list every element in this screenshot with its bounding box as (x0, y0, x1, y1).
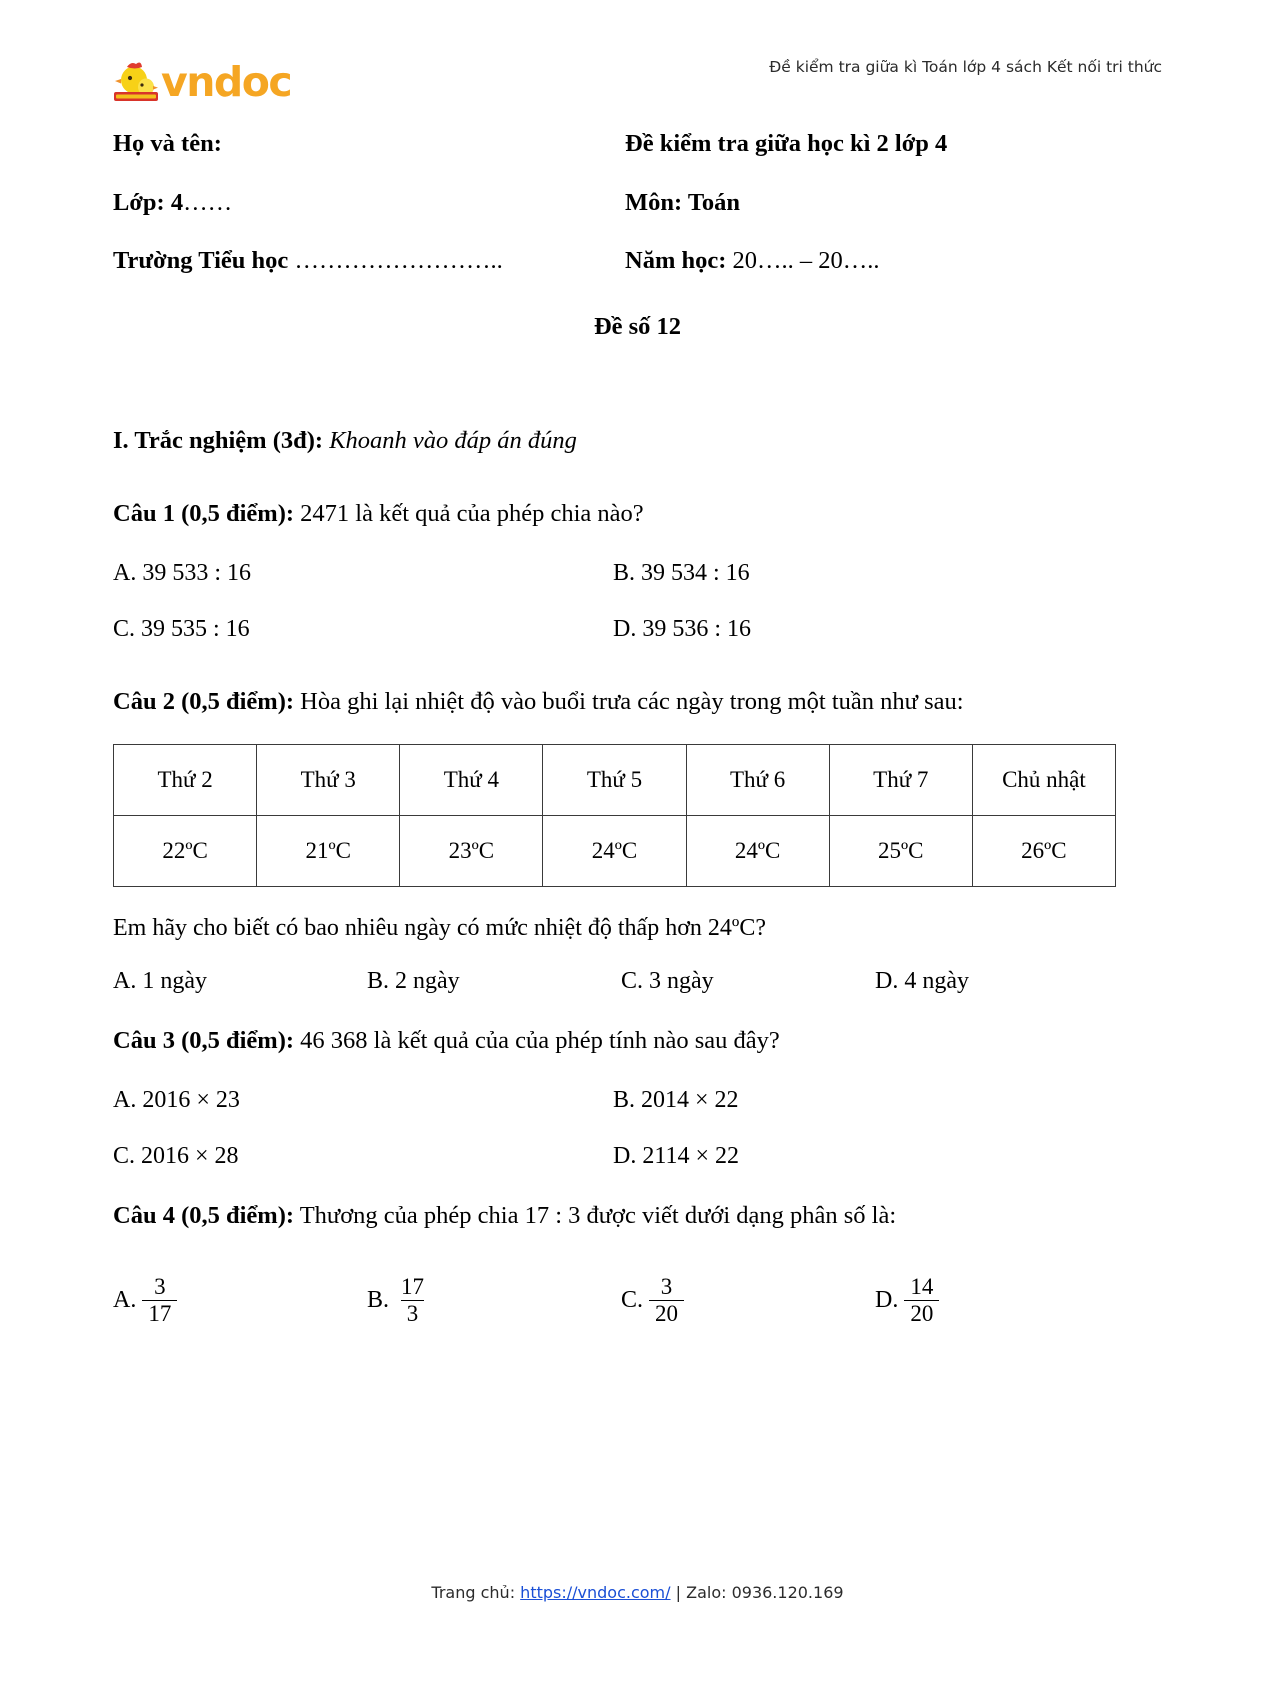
question-3-option-b[interactable]: B. 2014 × 22 (613, 1087, 739, 1114)
question-2-number: Câu 2 (0,5 điểm): (113, 687, 295, 715)
table-cell-temperature: 24ºC (543, 816, 686, 887)
question-3-options-row-2 (113, 1143, 1162, 1170)
fraction-a (142, 1274, 177, 1327)
document-header-title: Đề kiểm tra giữa kì Toán lớp 4 sách Kết nối tri thức (769, 58, 1162, 76)
class-label: Lớp: 4 (113, 188, 184, 216)
question-1-text: 2471 là kết quả của phép chia nào? (300, 499, 644, 527)
subject-label: Môn: Toán (625, 188, 741, 216)
question-4 (113, 1199, 1162, 1232)
school-year-field (625, 246, 1162, 277)
table-cell-temperature: 24ºC (686, 816, 829, 887)
class-dots: …… (183, 188, 233, 216)
table-cell-temperature: 21ºC (257, 816, 400, 887)
question-1-options-row-2 (113, 616, 1162, 643)
fraction-b (395, 1274, 430, 1327)
table-cell-temperature: 23ºC (400, 816, 543, 887)
question-2-option-a[interactable]: A. 1 ngày (113, 968, 207, 994)
question-4-number: Câu 4 (0,5 điểm): (113, 1202, 295, 1230)
school-year-label: Năm học: (625, 247, 727, 275)
info-row-name (113, 129, 1162, 160)
table-cell-temperature: 22ºC (114, 816, 257, 887)
question-2-option-d[interactable]: D. 4 ngày (875, 968, 969, 994)
question-2-options-row (113, 968, 1162, 995)
question-1-option-b[interactable]: B. 39 534 : 16 (613, 559, 750, 586)
chick-mascot-icon (113, 60, 159, 104)
question-4-option-a-label: A. (113, 1286, 137, 1313)
section-heading-instruction: Khoanh vào đáp án đúng (329, 426, 577, 454)
question-1-number: Câu 1 (0,5 điểm): (113, 499, 295, 527)
question-3-option-d[interactable]: D. 2114 × 22 (613, 1143, 739, 1170)
question-2-sub-question: Em hãy cho biết có bao nhiêu ngày có mức nhiệt độ thấp hơn 24ºC? (113, 915, 766, 941)
class-field (113, 188, 625, 219)
table-cell-temperature: 25ºC (829, 816, 972, 887)
fraction-d (904, 1274, 939, 1327)
question-1-option-a[interactable]: A. 39 533 : 16 (113, 559, 251, 586)
question-4-option-d[interactable] (875, 1274, 1129, 1327)
question-3-options (113, 1087, 1162, 1170)
question-4-option-b[interactable] (367, 1274, 621, 1327)
question-2 (113, 685, 1162, 718)
question-4-option-c-label: C. (621, 1286, 644, 1313)
question-2-text: Hòa ghi lại nhiệt độ vào buổi trưa các ngày trong một tuần như sau: (300, 687, 964, 715)
fraction-a-numerator: 3 (154, 1274, 166, 1300)
fraction-c-numerator: 3 (660, 1274, 673, 1300)
exam-title: Đề kiểm tra giữa học kì 2 lớp 4 (625, 130, 948, 157)
question-3-number: Câu 3 (0,5 điểm): (113, 1027, 295, 1054)
fraction-c (649, 1274, 684, 1327)
table-row-days (114, 745, 1116, 816)
fraction-c-denominator: 20 (649, 1300, 684, 1327)
school-year-value: 20….. – 20….. (732, 247, 880, 275)
table-cell-day: Thứ 4 (400, 745, 543, 816)
question-3-option-c[interactable]: C. 2016 × 28 (113, 1143, 239, 1170)
question-2-option-c[interactable]: C. 3 ngày (621, 968, 714, 994)
question-2-options (113, 968, 1162, 995)
question-1-option-d[interactable]: D. 39 536 : 16 (613, 615, 751, 642)
section-heading-multiple-choice (113, 427, 1162, 455)
page-footer (0, 1583, 1275, 1602)
school-field (113, 246, 625, 277)
question-1-options (113, 560, 1162, 643)
school-dots: …………………….. (294, 247, 503, 275)
student-name-label: Họ và tên: (113, 130, 222, 157)
footer-home-label: Trang chủ: (431, 1583, 516, 1602)
info-row-class (113, 188, 1162, 219)
footer-zalo: Zalo: 0936.120.169 (686, 1583, 844, 1602)
fraction-d-denominator: 20 (904, 1300, 939, 1327)
question-4-options (113, 1274, 1162, 1327)
table-cell-day: Thứ 5 (543, 745, 686, 816)
footer-separator: | (675, 1583, 682, 1602)
logo-wordmark: vndoc (161, 57, 292, 106)
table-cell-day: Chủ nhật (972, 745, 1115, 816)
table-cell-day: Thứ 7 (829, 745, 972, 816)
exam-page (0, 48, 1275, 1698)
info-row-school (113, 246, 1162, 277)
temperature-table (113, 744, 1116, 887)
vndoc-logo (113, 58, 291, 106)
section-heading-bold: I. Trắc nghiệm (3đ): (113, 426, 324, 454)
table-cell-day: Thứ 6 (686, 745, 829, 816)
page-header (113, 48, 1162, 123)
question-4-option-a[interactable] (113, 1274, 367, 1327)
question-1 (113, 497, 1162, 530)
question-1-option-c[interactable]: C. 39 535 : 16 (113, 615, 250, 642)
question-3 (113, 1024, 1162, 1057)
fraction-a-denominator: 17 (142, 1300, 177, 1327)
fraction-b-denominator: 3 (401, 1300, 425, 1327)
question-3-option-a[interactable]: A. 2016 × 23 (113, 1087, 240, 1114)
question-3-options-row-1 (113, 1087, 1162, 1114)
fraction-b-numerator: 17 (401, 1274, 425, 1300)
question-4-option-d-label: D. (875, 1286, 899, 1313)
school-label: Trường Tiểu học (113, 247, 289, 275)
question-4-option-b-label: B. (367, 1286, 390, 1313)
question-4-text: Thương của phép chia 17 : 3 được viết dưới dạng phân số là: (299, 1202, 897, 1230)
fraction-d-numerator: 14 (910, 1274, 934, 1300)
footer-website-link[interactable]: https://vndoc.com/ (520, 1583, 671, 1602)
question-1-options-row-1 (113, 560, 1162, 587)
table-cell-temperature: 26ºC (972, 816, 1115, 887)
question-2-option-b[interactable]: B. 2 ngày (367, 968, 460, 994)
question-3-text: 46 368 là kết quả của của phép tính nào sau đây? (300, 1027, 780, 1054)
exam-info-block (113, 129, 1162, 277)
table-cell-day: Thứ 2 (114, 745, 257, 816)
table-row-temperatures (114, 816, 1116, 887)
exam-number: Đề số 12 (593, 312, 682, 340)
table-cell-day: Thứ 3 (257, 745, 400, 816)
question-4-option-c[interactable] (621, 1274, 875, 1327)
